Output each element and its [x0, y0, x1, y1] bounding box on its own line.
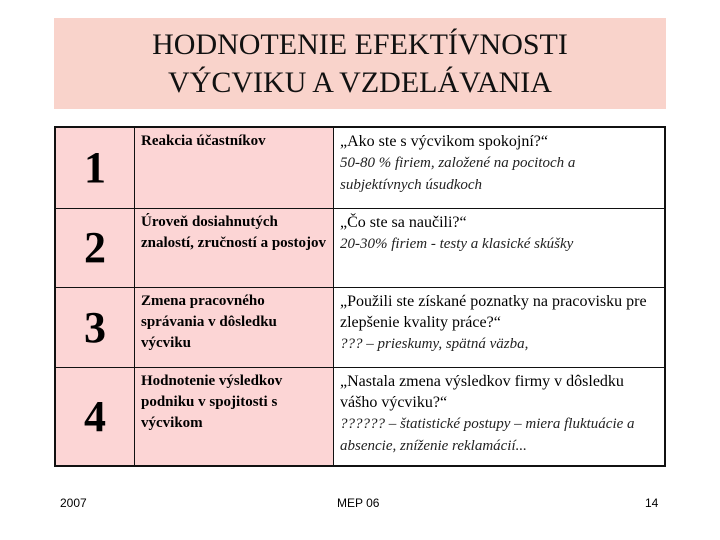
table-row: [55, 208, 665, 287]
level-name: Úroveň dosiahnutých znalostí, zručností a postojov: [135, 208, 334, 287]
level-name: Hodnotenie výsledkov podniku v spojitosti s výcvikom: [135, 367, 334, 466]
question: „Ako ste s výcvikom spokojní?“: [340, 133, 548, 150]
note: 50-80 % firiem, založené na pocitoch a subjektívnych úsudkoch: [340, 155, 576, 193]
table-row: [55, 367, 665, 466]
question: „Čo ste sa naučili?“: [340, 213, 467, 231]
level-number: 1: [55, 127, 135, 208]
table-row: [55, 287, 665, 367]
level-number: 2: [55, 208, 135, 287]
page-number: 14: [645, 496, 659, 510]
note: 20-30% firiem - testy a klasické skúšky: [340, 235, 574, 252]
level-number: 4: [55, 367, 135, 466]
question: „Použili ste získané poznatky na pracovisku pre zlepšenie kvality práce?“: [340, 292, 647, 331]
title-line-2: VÝCVIKU A VZDELÁVANIA: [168, 66, 552, 99]
level-question-cell: [334, 367, 666, 466]
slide-title: [54, 18, 666, 109]
level-question-cell: [334, 208, 666, 287]
note: ??? – prieskumy, spätná väzba,: [340, 335, 529, 352]
level-name: Reakcia účastníkov: [135, 127, 334, 208]
level-question-cell: [334, 127, 666, 208]
title-line-1: HODNOTENIE EFEKTÍVNOSTI: [152, 28, 568, 61]
footer-year: 2007: [60, 496, 87, 510]
note: ?????? – štatistické postupy – miera fluktuácie a absencie, zníženie reklamácií...: [340, 415, 635, 454]
level-question-cell: [334, 287, 666, 367]
evaluation-table: [54, 126, 666, 467]
level-name: Zmena pracovného správania v dôsledku výcviku: [135, 287, 334, 367]
footer-center: MEP 06: [337, 496, 380, 510]
level-number: 3: [55, 287, 135, 367]
question: „Nastala zmena výsledkov firmy v dôsledku vášho výcviku?“: [340, 372, 624, 411]
table-row: [55, 127, 665, 208]
